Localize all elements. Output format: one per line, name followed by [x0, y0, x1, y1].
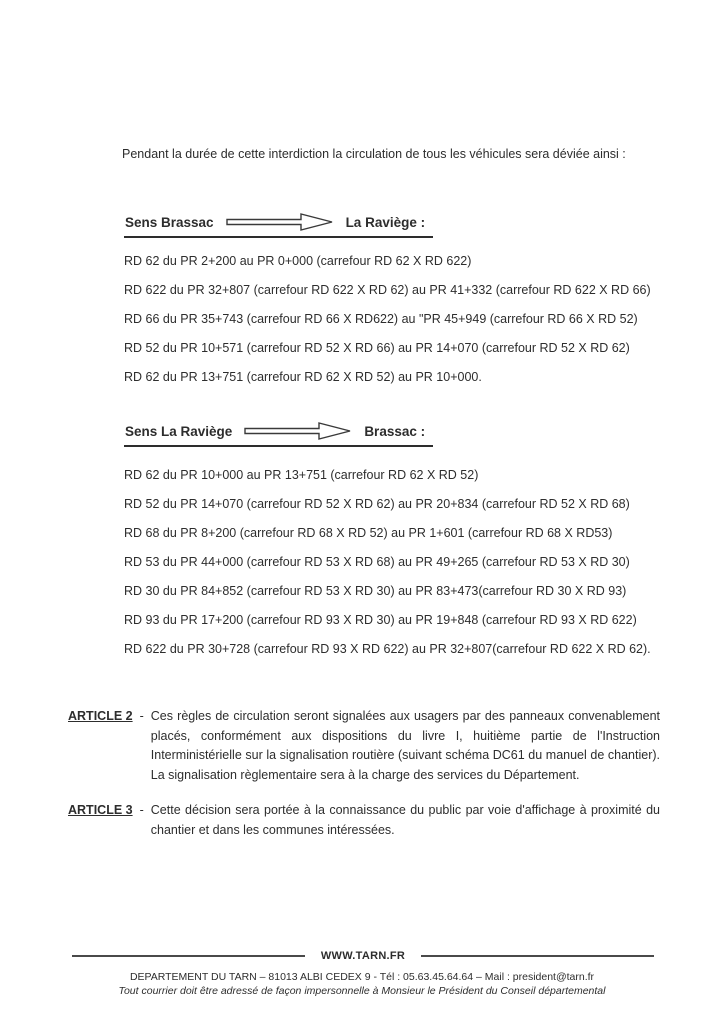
route-item: RD 52 du PR 14+070 (carrefour RD 52 X RD 62) au PR 20+834 (carrefour RD 52 X RD 68)	[124, 497, 630, 511]
route-list-raviege-to-brassac	[124, 461, 651, 664]
route-item: RD 622 du PR 32+807 (carrefour RD 622 X RD 62) au PR 41+332 (carrefour RD 622 X RD 66)	[124, 283, 651, 297]
article-3-block	[68, 801, 660, 840]
footer-rule	[72, 950, 654, 962]
website-label: WWW.TARN.FR	[320, 950, 406, 962]
route-item: RD 53 du PR 44+000 (carrefour RD 53 X RD 68) au PR 49+265 (carrefour RD 53 X RD 30)	[124, 555, 630, 569]
route-item: RD 62 du PR 2+200 au PR 0+000 (carrefour RD 62 X RD 622)	[124, 254, 472, 268]
route-item: RD 62 du PR 10+000 au PR 13+751 (carrefour RD 62 X RD 52)	[124, 468, 479, 482]
right-block-arrow-icon	[243, 421, 353, 441]
footer-impersonal-notice: Tout courrier doit être adressé de façon impersonnelle à Monsieur le Président du Conseil départemental	[118, 985, 606, 997]
article-2-block	[68, 707, 660, 785]
direction-to-label: Brassac :	[364, 423, 426, 439]
article-3-text: Cette décision sera portée à la connaissance du public par voie d'affichage à proximité du chantier et dans les communes intéressées.	[150, 803, 660, 837]
direction-from-label: Sens La Raviège	[125, 423, 233, 439]
direction-from-label: Sens Brassac	[125, 214, 214, 230]
article-2-label: ARTICLE 2	[68, 709, 133, 723]
article-dash: -	[139, 709, 144, 723]
footer-rule-right-line	[421, 955, 654, 957]
direction-to-label: La Raviège :	[345, 214, 426, 230]
footer-rule-left-line	[72, 955, 305, 957]
route-item: RD 622 du PR 30+728 (carrefour RD 93 X RD 622) au PR 32+807(carrefour RD 622 X RD 62).	[124, 642, 651, 656]
route-item: RD 52 du PR 10+571 (carrefour RD 52 X RD 66) au PR 14+070 (carrefour RD 52 X RD 62)	[124, 341, 630, 355]
route-item: RD 62 du PR 13+751 (carrefour RD 62 X RD 52) au PR 10+000.	[124, 370, 482, 384]
right-block-arrow-icon	[225, 212, 335, 232]
route-item: RD 30 du PR 84+852 (carrefour RD 53 X RD 30) au PR 83+473(carrefour RD 30 X RD 93)	[124, 584, 627, 598]
article-2-text: Ces règles de circulation seront signalées aux usagers par des panneaux convenablement placés, conformément aux dispositions du livre I, huitième partie de l'Instruction Interministérielle sur la signalisation routière (suivant schéma DC61 du manuel de chantier). La signalisation règlementaire sera à la charge des services du Département.	[150, 709, 660, 782]
route-item: RD 93 du PR 17+200 (carrefour RD 93 X RD 30) au PR 19+848 (carrefour RD 93 X RD 622)	[124, 613, 637, 627]
intro-paragraph: Pendant la durée de cette interdiction la circulation de tous les véhicules sera déviée ainsi :	[122, 147, 626, 161]
direction-heading-raviege-to-brassac	[124, 421, 433, 447]
route-item: RD 66 du PR 35+743 (carrefour RD 66 X RD622) au "PR 45+949 (carrefour RD 66 X RD 52)	[124, 312, 638, 326]
direction-heading-brassac-to-raviege	[124, 212, 433, 238]
article-3-label: ARTICLE 3	[68, 803, 133, 817]
route-item: RD 68 du PR 8+200 (carrefour RD 68 X RD 52) au PR 1+601 (carrefour RD 68 X RD53)	[124, 526, 613, 540]
footer-address-line: DEPARTEMENT DU TARN – 81013 ALBI CEDEX 9 - Tél : 05.63.45.64.64 – Mail : president@tarn.fr	[129, 971, 595, 983]
route-list-brassac-to-raviege	[124, 247, 651, 392]
article-dash: -	[139, 803, 144, 817]
